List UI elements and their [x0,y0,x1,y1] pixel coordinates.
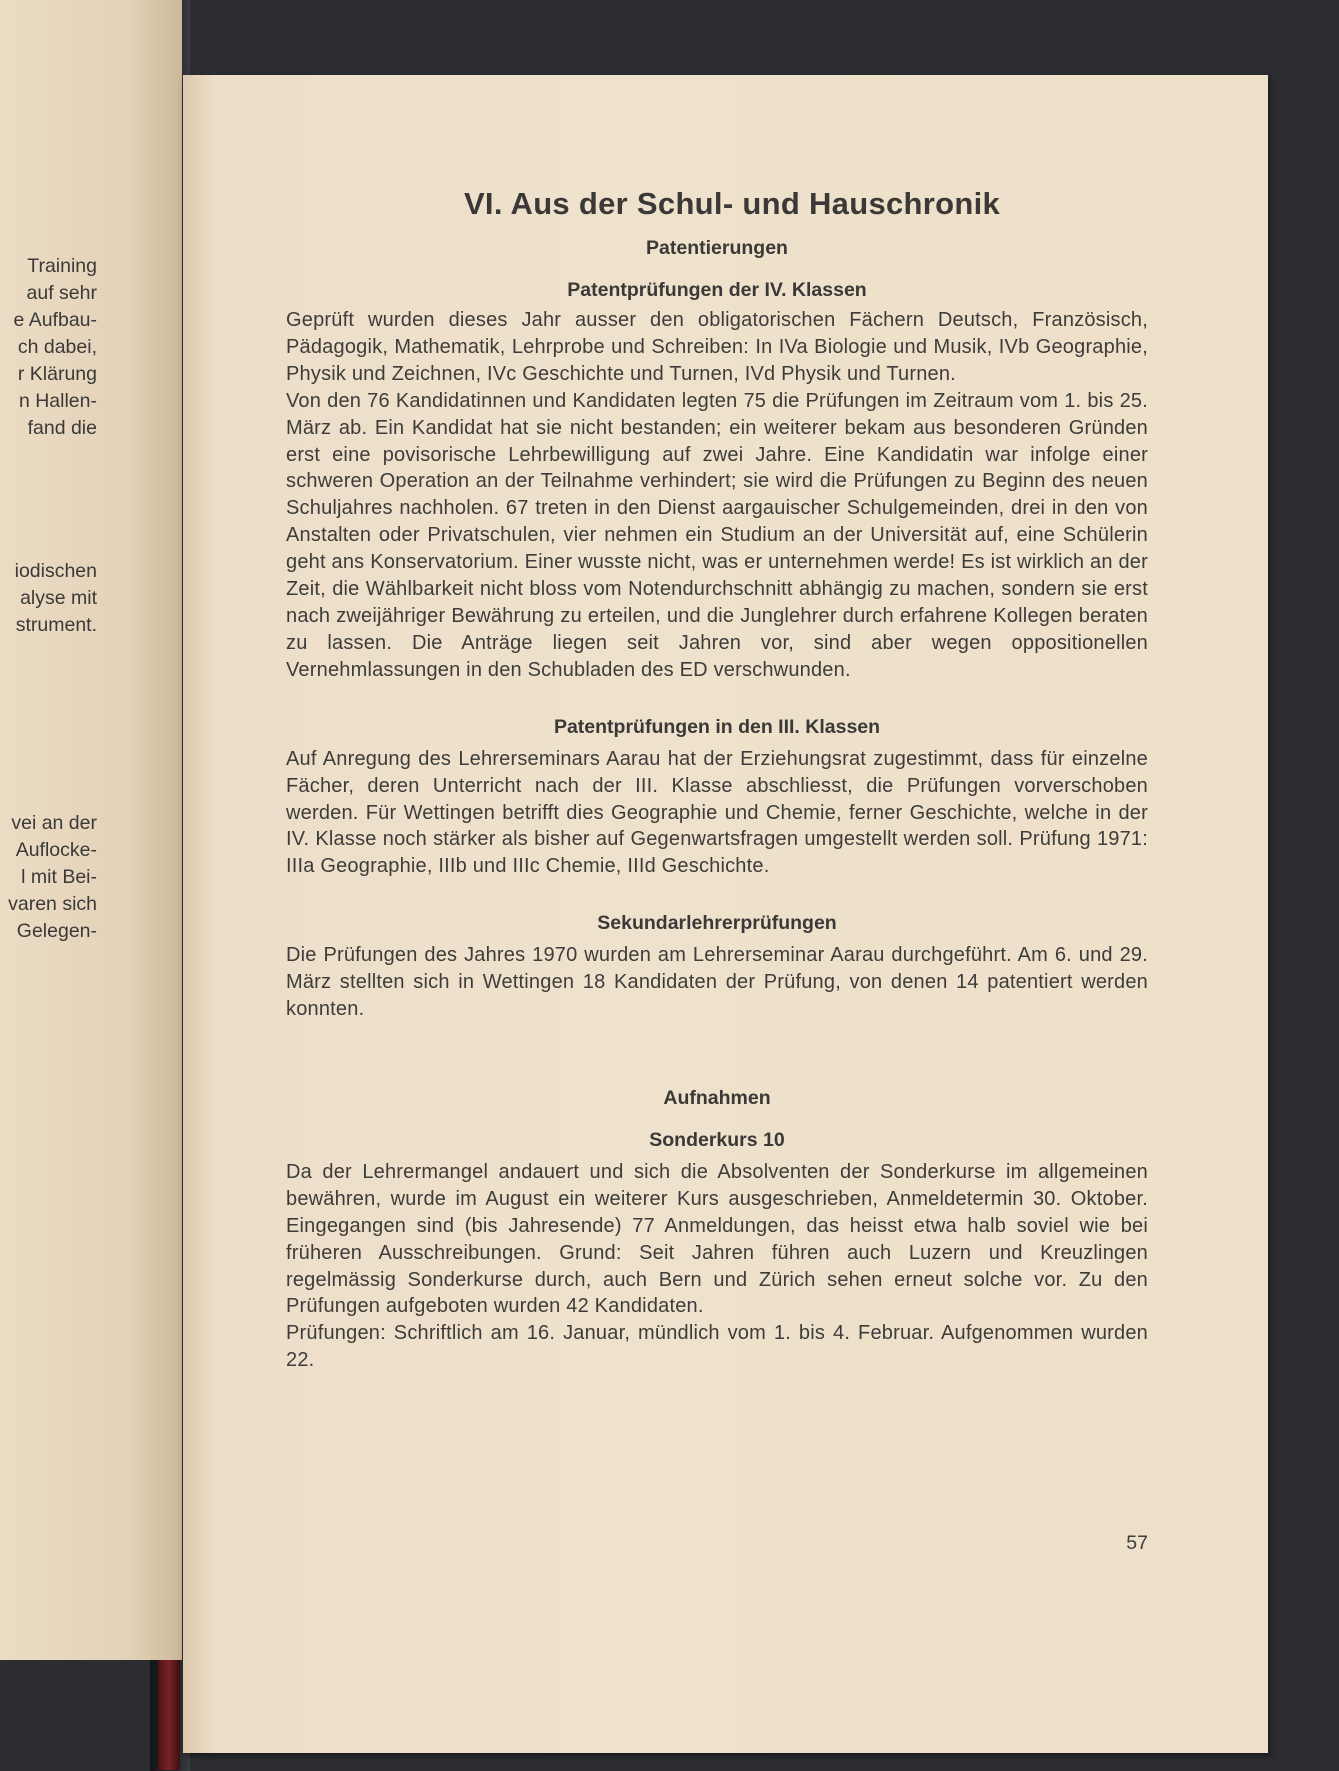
left-text-fragment: n Hallen- [18,390,97,412]
paragraph: Auf Anregung des Lehrerseminars Aarau hat der Erziehungsrat zugestimmt, dass für einzelne Fächer, deren Unterricht nach der III. Klasse abschliesst, die Prüfungen vorverschoben werden. Für Wettingen betrifft dies Geographie und Chemie, ferner Geschichte, welche in der IV. Klasse noch stärker als bisher auf Gegenwartsfragen umgestellt werden soll. Prüfung 1971: IIIa Geographie, IIIb und IIIc Chemie, IIId Geschichte. [286,747,1148,878]
left-text-fragment: alyse mit [20,587,97,609]
section-heading-sonderkurs: Sonderkurs 10 [649,1128,785,1151]
left-text-fragment: varen sich [8,893,97,915]
section-heading-patentpruefungen-iv: Patentprüfungen der IV. Klassen [567,279,867,301]
paragraph: Da der Lehrermangel andauert und sich die Absolventen der Sonderkurse im allgemeinen bewähren, wurde im August ein weiterer Kurs ausgeschrieben, Anmeldetermin 30. Oktober. Eingegangen sind (bis Jahresende) 77 Anmeldungen, das heisst etwa halb soviel wie bei früheren Ausschreibungen. Grund: Seit Jahren führen auch Luzern und Kreuzlingen regelmässig Sonderkurse durch, auch Bern und Zürich sehen erneut solche vor. Zu den Prüfungen aufgeboten wurden 42 Kandidaten. [286,1160,1148,1318]
section-heading-sekundarlehrer: Sekundarlehrerprüfungen [597,912,837,935]
paragraph: Prüfungen: Schriftlich am 16. Januar, mündlich vom 1. bis 4. Februar. Aufgenommen wurden 22. [286,1322,1148,1372]
section-heading-patentpruefungen-iii: Patentprüfungen in den III. Klassen [553,715,881,738]
left-text-fragment: fand die [27,417,97,439]
paragraph: Von den 76 Kandidatinnen und Kandidaten legten 75 die Prüfungen im Zeitraum vom 1. bis 25. März ab. Ein Kandidat hat sie nicht bestanden; ein weiterer bekam aus besonderen Gründen erst eine povisorische Lehrbewilligung auf zwei Jahre. Eine Kandidatin war infolge einer schweren Operation an der Teilnahme verhindert; sie wird die Prüfungen zu Beginn des neuen Schuljahres nachholen. 67 treten in den Dienst aargauischer Schulgemeinden, drei in den von Anstalten oder Privatschulen, vier nehmen ein Studium an der Universität auf, eine Schülerin geht ans Konservatorium. Einer wusste nicht, was er unternehmen werde! Es ist wirklich an der Zeit, die Wählbarkeit nicht bloss vom Notendurchschnitt abhängig zu machen, sondern sie erst nach zweijähriger Bewährung zu erteilen, und die Junglehrer durch erfahrene Kollegen beraten zu lassen. Die Anträge liegen seit Jahren vor, sind aber wegen oppositionellen Vernehmlassungen in den Schubladen des ED verschwunden. [286,389,1148,681]
left-text-fragment: Gelegen- [16,920,97,942]
left-text-fragment: strument. [15,614,97,636]
paragraph: Die Prüfungen des Jahres 1970 wurden am Lehrerseminar Aarau durchgeführt. Am 6. und 29. März stellten sich in Wettingen 18 Kandidaten der Prüfung, von denen 14 patentiert werden konnten. [286,944,1148,1021]
section-heading-patentierungen: Patentierungen [646,237,788,259]
left-text-fragment: Auflocke- [15,839,97,861]
section-heading-aufnahmen: Aufnahmen [663,1086,771,1109]
chapter-title: VI. Aus der Schul- und Hauschronik [463,186,1001,221]
left-text-fragment: iodischen [14,560,97,582]
left-text-fragment: e Aufbau- [13,309,97,331]
page-number: 57 [1126,1532,1148,1554]
left-text-fragment: l mit Bei- [21,866,97,888]
page-content [286,187,1148,1374]
left-text-fragment: r Klärung [17,363,97,385]
left-text-fragment: Training [27,255,97,277]
left-page [0,0,182,1660]
left-text-fragment: ch dabei, [17,336,97,358]
left-text-fragment: auf sehr [26,282,97,304]
left-text-fragment: vei an der [11,812,97,834]
paragraph: Geprüft wurden dieses Jahr ausser den obligatorischen Fächern Deutsch, Französisch, Pädagogik, Mathematik, Lehrprobe und Schreiben: In IVa Biologie und Musik, IVb Geographie, Physik und Zeichnen, IVc Geschichte und Turnen, IVd Physik und Turnen. [286,309,1148,385]
right-page [183,75,1268,1753]
